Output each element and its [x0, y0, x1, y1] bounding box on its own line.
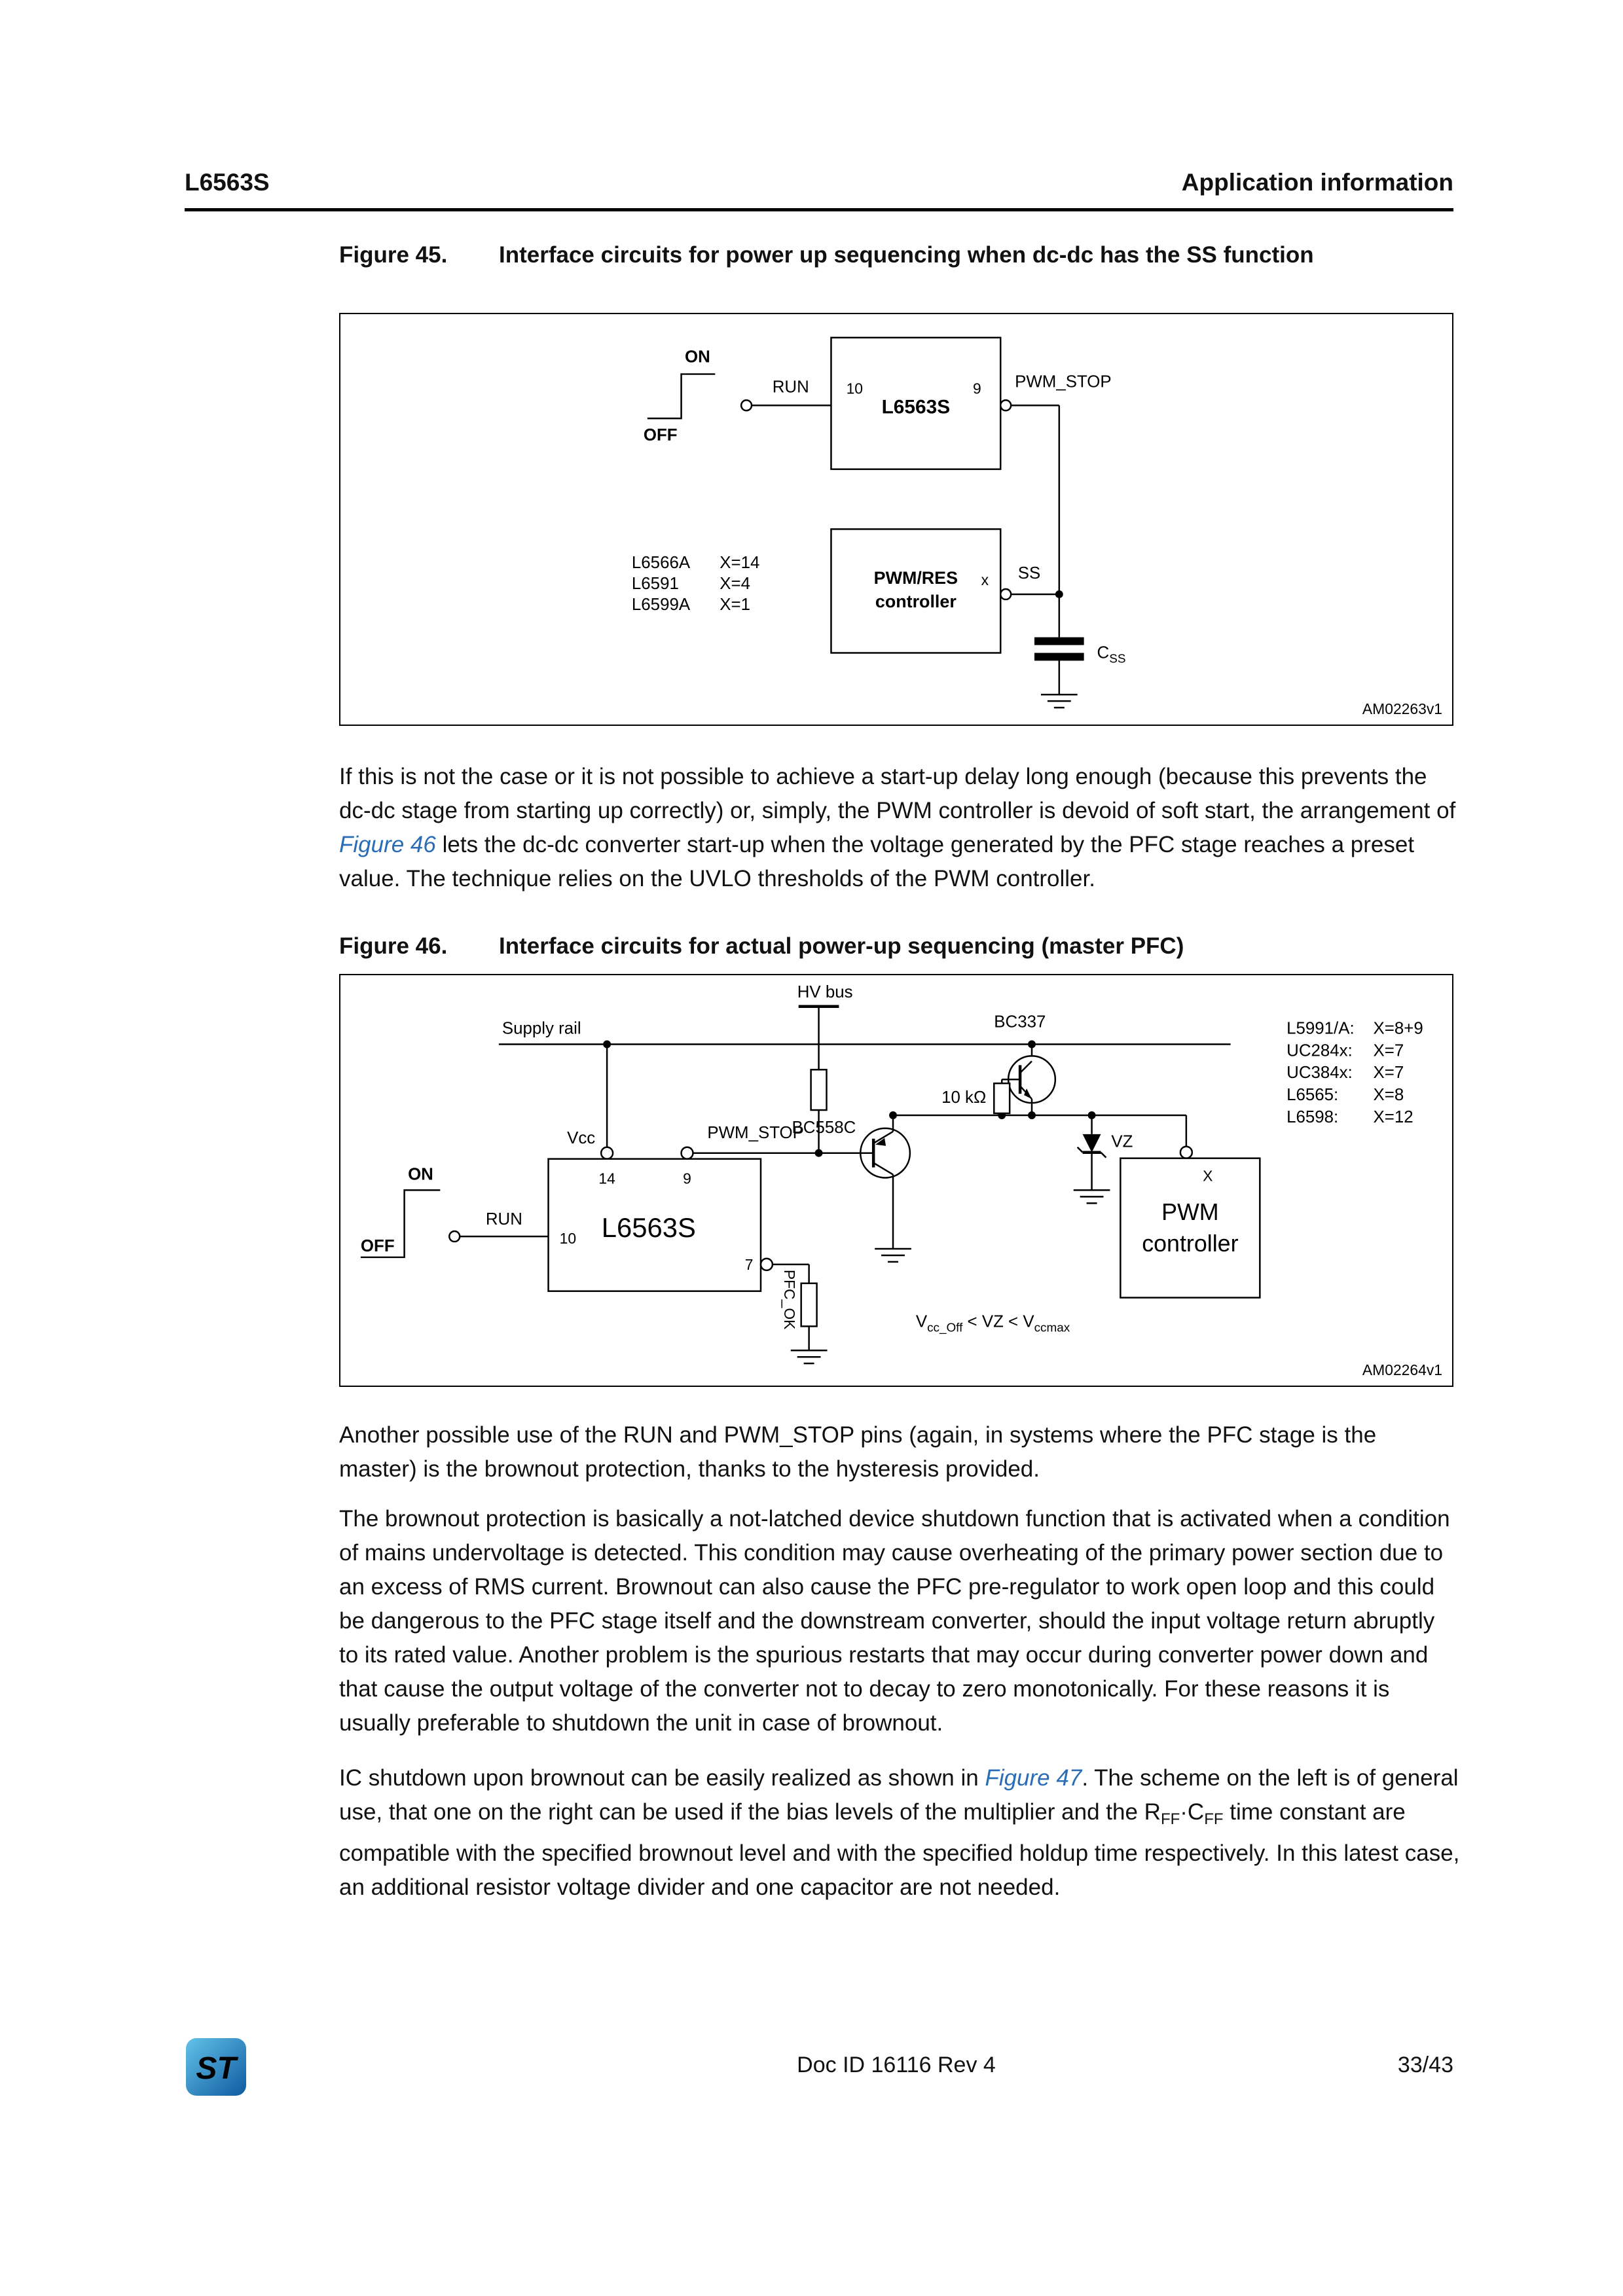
- device-x-value: X=7: [1373, 1064, 1404, 1083]
- ss-net: [1000, 564, 1063, 600]
- pin-9-label: 9: [973, 380, 981, 397]
- page-title: L6563S: [185, 169, 270, 196]
- off-label: OFF: [643, 426, 678, 445]
- pwm-stop-terminal: [682, 1147, 693, 1159]
- st-logo-text: ST: [196, 2051, 236, 2086]
- vcc-branch: [567, 1041, 613, 1159]
- figure-46-svg: [340, 975, 1452, 1386]
- pfc-ok-terminal: [761, 1259, 773, 1270]
- pin-x-label: x: [981, 571, 989, 589]
- figure-45-label: Figure 45.: [339, 242, 448, 268]
- ss-terminal: [1000, 589, 1011, 600]
- device-name: UC284x:: [1286, 1041, 1353, 1060]
- pfc-ok-label: PFC_OK: [780, 1269, 798, 1330]
- paragraph-2: Another possible use of the RUN and PWM_STOP pins (again, in systems where the PFC stage is the master) is the brownout protection, thanks to the hysteresis provided.: [339, 1422, 1377, 1482]
- hv-bus-label: HV bus: [797, 982, 853, 1001]
- bc558c-transistor: [792, 1115, 911, 1262]
- device-x-value: X=1: [720, 595, 751, 614]
- 10k-resistor: [994, 1083, 1010, 1113]
- figure-47-link[interactable]: Figure 47: [985, 1765, 1082, 1791]
- pwm-stop-wire: [1000, 372, 1111, 637]
- device-x-value: X=14: [720, 554, 760, 573]
- run-wire: [741, 378, 831, 410]
- bc558c-label: BC558C: [792, 1118, 856, 1137]
- onoff-step-symbol: [361, 1166, 440, 1257]
- paragraph-4-text-d: time constant are compatible with the specified brownout level and with the specified holdup time respectively. In this latest case, an additional resistor voltage divider and one capacitor are not needed.: [339, 1799, 1460, 1900]
- paragraph-4-text-a: IC shutdown upon brownout can be easily realized as shown in: [339, 1765, 985, 1791]
- supply-rail: [499, 1020, 1231, 1045]
- controller-line2: controller: [1142, 1230, 1239, 1257]
- paragraph-4: [339, 1761, 1460, 1905]
- vcc-label: Vcc: [567, 1128, 596, 1147]
- l6563s-block: [831, 338, 1000, 469]
- device-name: L6565:: [1286, 1086, 1339, 1105]
- 10k-label: 10 kΩ: [941, 1088, 987, 1107]
- device-x-list: [1286, 1020, 1423, 1126]
- bc337-label: BC337: [994, 1013, 1046, 1031]
- pin-x-label: X: [1203, 1167, 1213, 1185]
- figure-46-title: Interface circuits for actual power-up sequencing (master PFC): [499, 933, 1184, 959]
- on-label: ON: [408, 1165, 433, 1184]
- pwm-stop-terminal: [1000, 400, 1011, 410]
- vz-label: VZ: [1111, 1132, 1133, 1151]
- chip-name: L6563S: [881, 396, 951, 418]
- device-x-value: X=12: [1373, 1107, 1413, 1126]
- run-label: RUN: [772, 378, 809, 397]
- rff-subscript: FF: [1160, 1810, 1180, 1828]
- onoff-step-symbol: [644, 348, 715, 444]
- run-terminal: [449, 1231, 460, 1242]
- pin-7-label: 7: [744, 1255, 754, 1273]
- controller-line2: controller: [875, 591, 957, 611]
- section-title: Application information: [1181, 169, 1453, 196]
- figure-46-label: Figure 46.: [339, 933, 448, 959]
- figure-46-link[interactable]: Figure 46: [339, 832, 436, 857]
- device-name: L6598:: [1286, 1107, 1339, 1126]
- pin-9-label: 9: [683, 1170, 691, 1187]
- on-label: ON: [685, 348, 710, 367]
- pwm-controller-block: [1120, 1115, 1260, 1298]
- device-name: L6599A: [631, 595, 691, 614]
- device-name: L5991/A:: [1286, 1019, 1355, 1038]
- l6563s-block: [549, 1147, 761, 1291]
- paragraph-4-text-b: . The scheme on the left is of general use, that one on the right can be used if the bias levels of the multiplier and the R: [339, 1765, 1459, 1825]
- device-x-value: X=8+9: [1373, 1019, 1423, 1038]
- figure-45-watermark: AM02263v1: [1362, 700, 1443, 718]
- vcc-terminal: [601, 1147, 613, 1159]
- device-x-value: X=4: [720, 574, 751, 593]
- supply-rail-label: Supply rail: [501, 1019, 581, 1038]
- device-x-value: X=8: [1373, 1086, 1404, 1105]
- pin-10-label: 10: [846, 380, 864, 397]
- figure-45-svg: [340, 314, 1452, 725]
- figure-45-caption: [339, 240, 1314, 271]
- pfc-ok-resistor: [801, 1283, 817, 1327]
- figure-46-caption: [339, 931, 1184, 962]
- pwm-res-controller-block: [831, 529, 1000, 653]
- level-shift-net: [889, 1111, 1186, 1119]
- cff-subscript: FF: [1204, 1810, 1224, 1828]
- device-name: L6591: [631, 574, 679, 593]
- vcc-threshold-formula: $V_{cc\_Off}$ < VZ < $V_{ccmax}$: [915, 1312, 1070, 1335]
- st-logo: [185, 2037, 247, 2100]
- css-capacitor: [1034, 637, 1125, 708]
- pin-10-label: 10: [559, 1230, 577, 1247]
- device-x-value: X=7: [1373, 1041, 1404, 1060]
- paragraph-4-text-c: ·C: [1180, 1799, 1205, 1825]
- paragraph-3: The brownout protection is basically a not-latched device shutdown function that is activated when a condition of mains undervoltage is detected. This condition may cause overheating of the primary power section due to an excess of RMS current. Brownout can also cause the PFC pre-regulator to work open loop and this could be dangerous to the PFC stage itself and the downstream converter, should the input voltage return abruptly to its rated value. Another problem is the spurious restarts that may occur during converter power down and that cause the output voltage of the converter not to decay to zero monotonically. For these reasons it is usually preferable to shutdown the unit in case of brownout.: [339, 1506, 1450, 1736]
- device-x-list: [632, 554, 759, 614]
- chip-name: L6563S: [601, 1212, 696, 1244]
- figure-46-watermark: AM02264v1: [1362, 1361, 1443, 1379]
- bc337-transistor: [941, 1013, 1055, 1115]
- pin-14-label: 14: [598, 1170, 615, 1187]
- pwm-stop-label: PWM_STOP: [707, 1123, 804, 1142]
- device-name: UC384x:: [1286, 1064, 1353, 1083]
- hv-resistor: [811, 1069, 827, 1110]
- run-terminal: [741, 400, 752, 410]
- controller-line1: PWM/RES: [873, 568, 958, 588]
- controller-line1: PWM: [1161, 1199, 1219, 1226]
- footer-doc-id: Doc ID 16116 Rev 4: [797, 2053, 996, 2077]
- css-label: $C_{SS}$: [1097, 643, 1126, 666]
- figure-45-diagram: [339, 313, 1453, 726]
- paragraph-1-text-b: lets the dc-dc converter start-up when the voltage generated by the PFC stage reaches a preset value. The technique relies on the UVLO thresholds of the PWM controller.: [339, 832, 1415, 891]
- figure-46-diagram: [339, 974, 1453, 1387]
- ss-label: SS: [1017, 564, 1041, 583]
- figure-45-title: Interface circuits for power up sequencing when dc-dc has the SS function: [499, 242, 1314, 268]
- paragraph-1: [339, 760, 1460, 896]
- x-terminal: [1180, 1147, 1192, 1158]
- paragraph-1-text-a: If this is not the case or it is not possible to achieve a start-up delay long enough (because this prevents the dc-dc stage from starting up correctly) or, simply, the PWM controller is devoid of soft start, the arrangement of: [339, 764, 1456, 823]
- pwm-stop-label: PWM_STOP: [1015, 372, 1112, 391]
- footer-page-number: 33/43: [1397, 2053, 1453, 2077]
- off-label: OFF: [360, 1236, 395, 1255]
- header-rule: [185, 208, 1453, 211]
- run-label: RUN: [485, 1210, 522, 1229]
- device-name: L6566A: [631, 554, 691, 573]
